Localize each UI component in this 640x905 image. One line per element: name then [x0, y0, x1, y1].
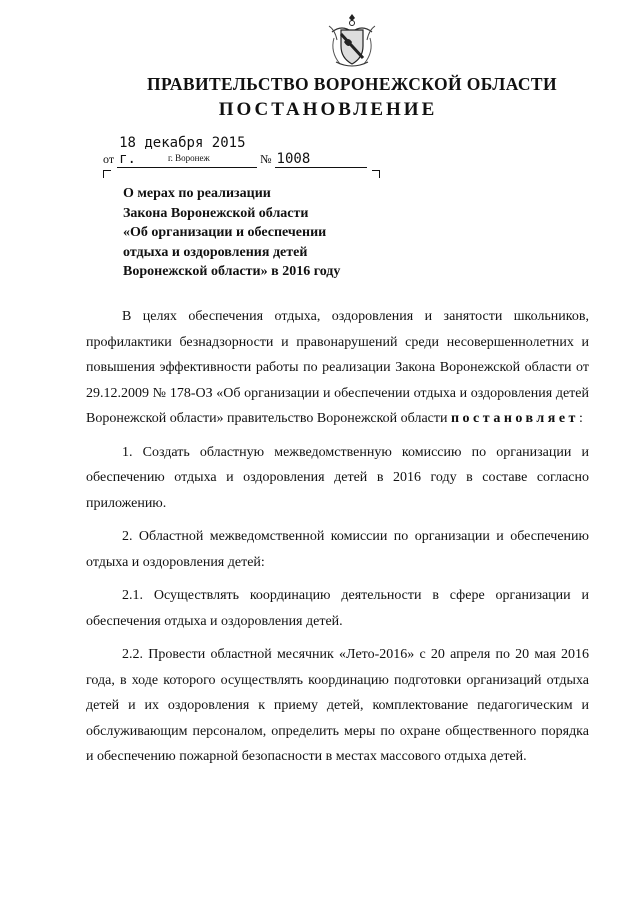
date-prefix: от	[103, 152, 115, 166]
city-label: г. Воронеж	[168, 153, 210, 163]
paragraph-2-1: 2.1. Осуществлять координацию деятельности в сфере организации и обеспечения отдыха и оздоровления детей.	[86, 588, 589, 629]
document-number: 1008	[275, 151, 367, 168]
date-number-line	[103, 135, 367, 168]
subject-corner-right	[372, 170, 380, 178]
paragraph-2-2: 2.2. Провести областной месячник «Лето-2016» с 20 апреля по 20 мая 2016 года, в ходе которого осуществлять координацию подготовки организаций отдыха детей и их оздоровления к приему детей, комплектование педагогическим и обслуживающим персоналом, определить меры по охране общественного порядка и обеспечению пожарной безопасности в местах массового отдыха детей.	[86, 647, 589, 764]
document-subject	[123, 184, 340, 282]
decree-word: постановляет	[450, 411, 579, 426]
paragraph-1: 1. Создать областную межведомственную комиссию по организации и обеспечению отдыха и оздоровления детей в 2016 году в составе согласно приложению.	[86, 444, 589, 511]
document-date: 18 декабря 2015 г.	[117, 135, 257, 168]
subject-corner-left	[103, 170, 111, 178]
document-type-title: ПОСТАНОВЛЕНИЕ	[218, 99, 438, 120]
coat-of-arms-icon	[326, 12, 378, 70]
subject-line: О мерах по реализации	[123, 186, 271, 201]
document-body	[86, 304, 589, 770]
subject-line: «Об организации и обеспечении	[123, 225, 327, 240]
government-title: ПРАВИТЕЛЬСТВО ВОРОНЕЖСКОЙ ОБЛАСТИ	[146, 74, 558, 94]
preamble-paragraph: В целях обеспечения отдыха, оздоровления и занятости школьников, профилактики безнадзорности и правонарушений среди несовершеннолетних и повышения эффективности работы по реализации Закона Воронежской области от 29.12.2009 № 178-ОЗ «Об организации и обеспечении отдыха и оздоровления детей Воронежской области» правительство Воронежской области постановляет:	[86, 309, 589, 426]
subject-line: отдыха и оздоровления детей	[123, 244, 308, 260]
preamble-text: В целях обеспечения отдыха, оздоровления и занятости школьников, профилактики безнадзорности и правонарушений среди несовершеннолетних и повышения эффективности работы по реализации Закона Воронежской области от 29.12.2009 № 178-ОЗ «Об организации и обеспечении отдыха и оздоровления детей Воронежской области» правительство Воронежской области	[86, 309, 589, 426]
subject-line: Воронежской области» в 2016 году	[123, 264, 341, 279]
number-prefix: №	[260, 152, 272, 166]
subject-line: Закона Воронежской области	[123, 205, 309, 221]
paragraph-2: 2. Областной межведомственной комиссии по организации и обеспечению отдыха и оздоровления детей:	[86, 529, 589, 570]
